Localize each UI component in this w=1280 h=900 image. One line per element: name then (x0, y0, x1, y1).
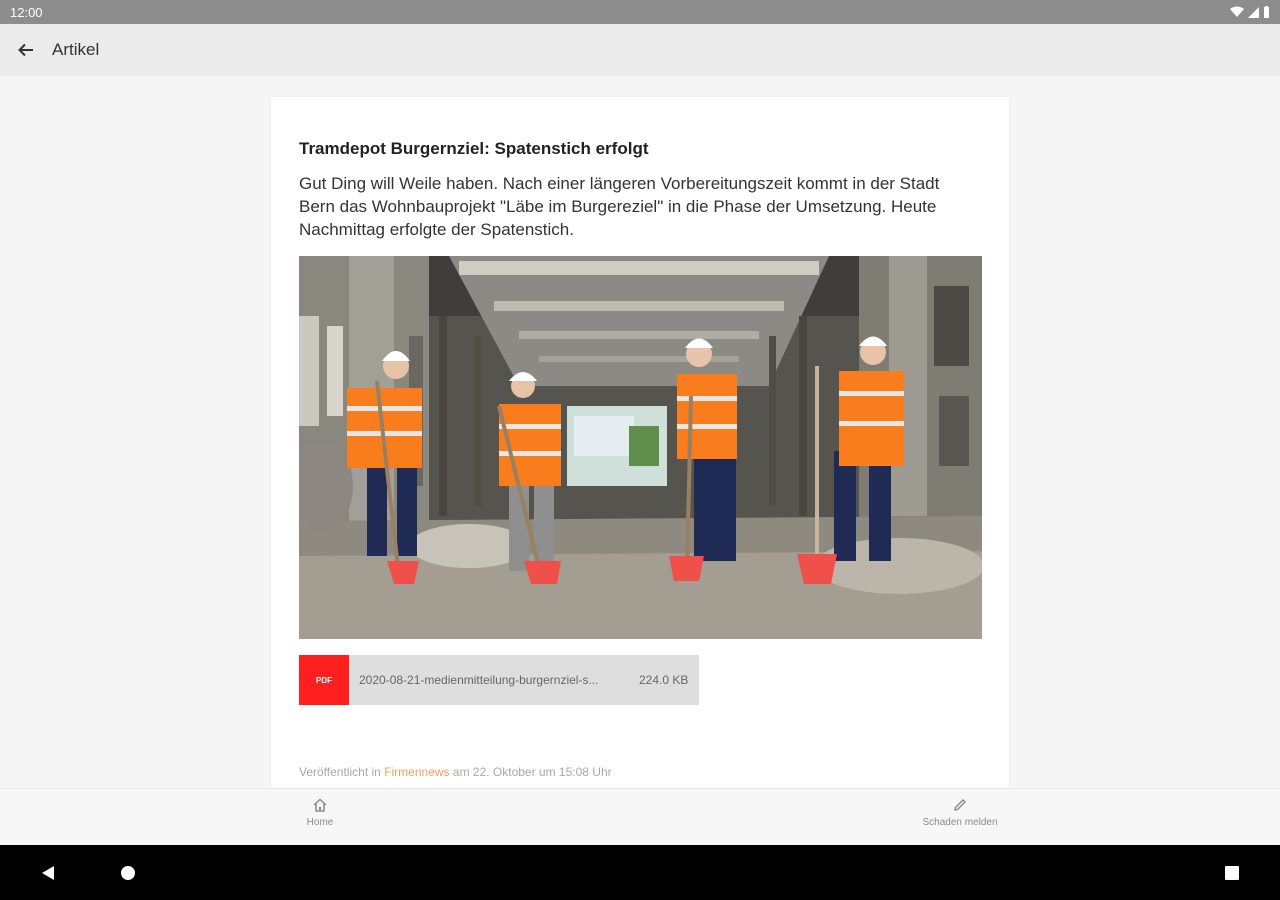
home-icon (312, 797, 328, 813)
app-bar (0, 24, 1280, 76)
home-circle-icon (120, 865, 136, 881)
system-navigation-bar (0, 845, 1280, 900)
article-photo[interactable] (299, 256, 982, 639)
pencil-icon (952, 797, 968, 813)
pdf-icon: PDF (299, 655, 349, 705)
published-suffix: am 22. Oktober um 15:08 Uhr (452, 765, 612, 779)
article-lead: Gut Ding will Weile haben. Nach einer längeren Vorbereitungszeit kommt in der Stadt Bern das Wohnbauprojekt "Läbe im Burgereziel" in die Phase der Umsetzung. Heute Nachmittag erfolgte der Spatenstich. (299, 174, 940, 239)
nav-home-label: Home (306, 817, 334, 828)
nav-home[interactable] (300, 797, 340, 828)
nav-report-damage[interactable] (910, 797, 1010, 828)
signal-icon (1248, 6, 1259, 18)
status-bar (0, 0, 1280, 24)
back-triangle-icon (40, 865, 56, 881)
published-prefix: Veröffentlicht in (299, 765, 381, 779)
pdf-attachment[interactable] (299, 655, 699, 705)
recents-square-icon (1224, 865, 1240, 881)
status-time: 12:00 (10, 4, 43, 20)
arrow-left-icon (18, 42, 34, 58)
channel-link[interactable]: Firmennews (384, 765, 450, 779)
status-icons (1230, 6, 1270, 18)
bottom-navigation (0, 788, 1280, 845)
nav-report-damage-label: Schaden melden (922, 817, 998, 828)
article-card (271, 97, 1009, 788)
page-title: Artikel (52, 40, 100, 59)
article-scroll-area[interactable] (0, 76, 1280, 788)
published-info (299, 765, 612, 779)
battery-icon (1263, 6, 1270, 18)
article-title: Tramdepot Burgernziel: Spatenstich erfolgt (299, 139, 649, 158)
groundbreaking-photo (299, 256, 982, 639)
wifi-icon (1230, 6, 1244, 18)
system-recents-button[interactable] (1202, 845, 1262, 900)
attachment-size: 224.0 KB (639, 673, 689, 687)
back-button[interactable] (0, 24, 52, 76)
system-home-button[interactable] (98, 845, 158, 900)
attachment-filename: 2020-08-21-medienmitteilung-burgernziel-s... (359, 673, 599, 687)
system-back-button[interactable] (18, 845, 78, 900)
